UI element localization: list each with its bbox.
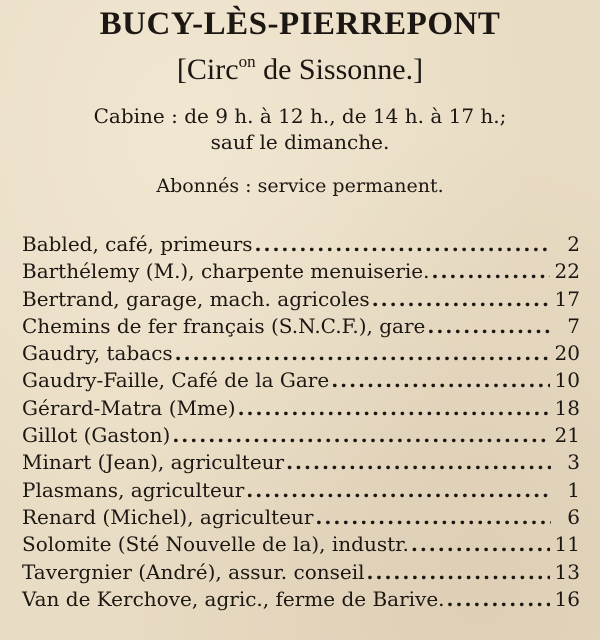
dot-leader xyxy=(172,423,549,447)
subscriber-row xyxy=(22,560,580,587)
subscriber-name: Renard (Michel), agriculteur xyxy=(22,504,314,529)
subscriber-row xyxy=(22,396,580,423)
subscriber-number: 6 xyxy=(567,504,580,529)
subscriber-number: 20 xyxy=(554,341,580,366)
circ-rest: de Sissonne.] xyxy=(255,53,424,86)
subscriber-name: Chemins de fer français (S.N.C.F.), gare xyxy=(22,313,426,338)
subscriber-row xyxy=(22,287,580,314)
dot-leader xyxy=(372,287,550,311)
subscriber-number: 3 xyxy=(567,450,580,475)
dot-leader xyxy=(246,478,551,502)
dot-leader xyxy=(238,396,550,420)
dot-leader xyxy=(431,259,549,283)
dot-leader xyxy=(447,587,550,611)
subscriber-list xyxy=(22,232,580,614)
subscriber-number: 10 xyxy=(554,368,580,393)
subscriber-row xyxy=(22,259,580,286)
dot-leader xyxy=(175,341,550,365)
subscriber-number: 2 xyxy=(567,232,580,256)
subscriber-name: Solomite (Sté Nouvelle de la), industr. xyxy=(22,532,409,557)
subscriber-row xyxy=(22,505,580,532)
subscriber-name: Van de Kerchove, agric., ferme de Barive. xyxy=(22,586,445,611)
subscriber-row xyxy=(22,423,580,450)
subscriber-row xyxy=(22,532,580,559)
subscriber-number: 18 xyxy=(554,395,580,420)
circonscription-line xyxy=(0,52,600,88)
dot-leader xyxy=(255,232,551,256)
subscriber-name: Gaudry-Faille, Café de la Gare xyxy=(22,368,330,393)
dot-leader xyxy=(286,450,551,474)
subscriber-row xyxy=(22,232,580,259)
dot-leader xyxy=(411,532,550,556)
subscriber-number: 17 xyxy=(554,286,580,311)
subscriber-name: Minart (Jean), agriculteur xyxy=(22,450,285,475)
subscriber-name: Gillot (Gaston) xyxy=(22,423,171,448)
dot-leader xyxy=(427,314,551,338)
subscriber-name: Gaudry, tabacs xyxy=(22,341,173,366)
dot-leader xyxy=(367,560,550,584)
subscriber-name: Bertrand, garage, mach. agricoles xyxy=(22,286,370,311)
dot-leader xyxy=(331,368,549,392)
subscriber-number: 21 xyxy=(554,423,580,448)
cabine-hours xyxy=(0,103,600,155)
subscriber-name: Plasmans, agriculteur xyxy=(22,477,245,502)
subscriber-name: Tavergnier (André), assur. conseil xyxy=(22,559,365,584)
subscriber-row xyxy=(22,450,580,477)
subscriber-number: 22 xyxy=(554,259,580,284)
circ-open: [Circ xyxy=(176,53,239,86)
subscriber-row xyxy=(22,587,580,614)
cabine-exception-line: sauf le dimanche. xyxy=(210,130,390,154)
dot-leader xyxy=(315,505,551,529)
subscriber-row xyxy=(22,368,580,395)
subscriber-number: 11 xyxy=(554,532,580,557)
subscriber-number: 13 xyxy=(554,559,580,584)
circ-superscript: on xyxy=(238,52,256,71)
subscriber-row xyxy=(22,314,580,341)
town-title: BUCY-LÈS-PIERREPONT xyxy=(99,6,501,42)
subscriber-name: Babled, café, primeurs xyxy=(22,232,253,256)
subscribers-service-note: Abonnés : service permanent. xyxy=(156,175,444,197)
subscriber-number: 7 xyxy=(567,313,580,338)
subscriber-row xyxy=(22,341,580,368)
subscriber-name: Barthélemy (M.), charpente menuiserie. xyxy=(22,259,430,284)
subscriber-number: 1 xyxy=(567,477,580,502)
cabine-hours-line: Cabine : de 9 h. à 12 h., de 14 h. à 17 h.; xyxy=(93,104,507,128)
subscriber-name: Gérard-Matra (Mme) xyxy=(22,395,236,420)
subscriber-row xyxy=(22,478,580,505)
subscriber-number: 16 xyxy=(554,586,580,611)
